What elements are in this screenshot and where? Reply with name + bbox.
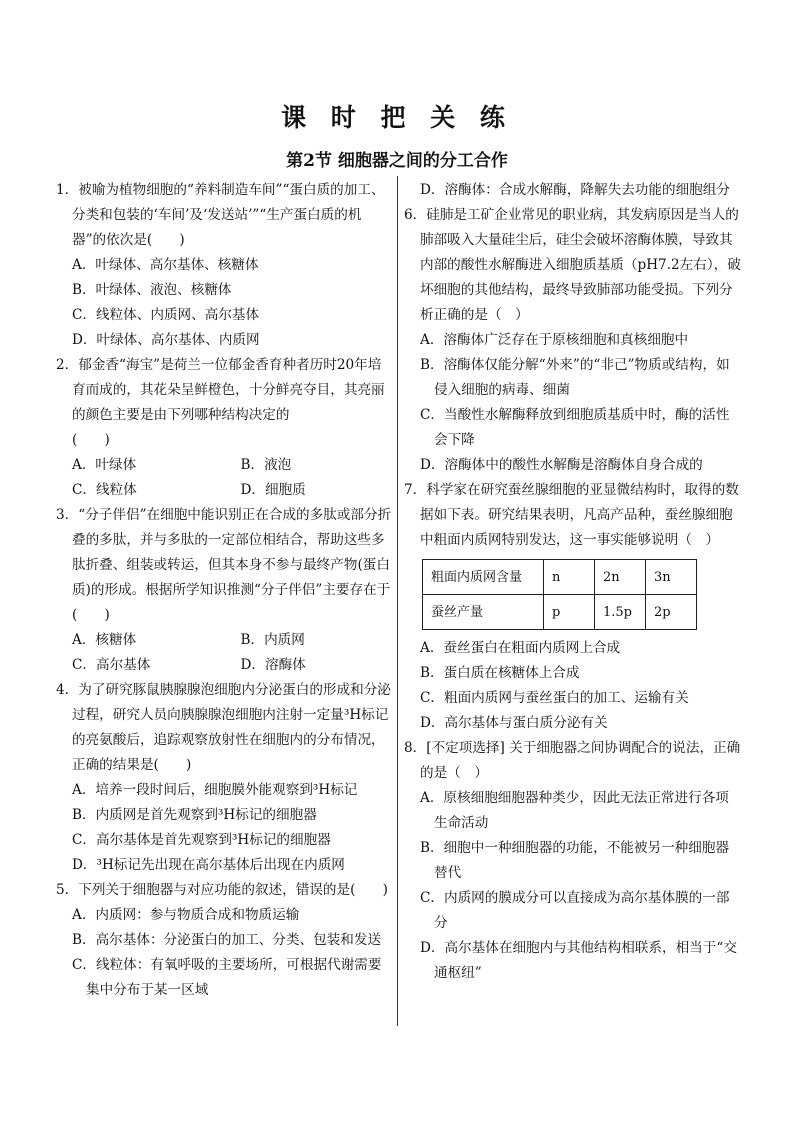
option-d: D．溶酶体中的酸性水解酶是溶酶体自身合成的 <box>420 457 703 473</box>
option-c: C．线粒体：有氧呼吸的主要场所，可根据代谢需要集中分布于某一区域 <box>72 957 382 998</box>
question-3 <box>56 503 393 678</box>
table-row <box>423 560 697 595</box>
question-6 <box>404 203 741 478</box>
data-table <box>422 559 697 630</box>
option-a: A．原核细胞细胞器种类少，因此无法正常进行各项生命活动 <box>420 790 729 831</box>
option-a: A．溶酶体广泛存在于原核细胞和真核细胞中 <box>420 332 689 348</box>
question-stem: 1．被喻为植物细胞的“养料制造车间”“蛋白质的加工、分类和包装的‘车间’及‘发送站’”“生产蛋白质的机器”的依次是( ) <box>56 182 385 248</box>
option-row <box>56 453 393 478</box>
question-stem: 3．“分子伴侣”在细胞中能识别正在合成的多肽或部分折叠的多肽，并与多肽的一定部位相结合，帮助这些多肽折叠、组装或转运，但其本身不参与最终产物(蛋白质)的形成。根据所学知识推测“分子伴侣”主要存在于( ) <box>56 507 392 623</box>
question-7 <box>404 478 741 736</box>
option-a: A．叶绿体 <box>72 457 137 473</box>
option-d: D．高尔基体在细胞内与其他结构相联系，相当于“交通枢纽” <box>420 940 737 981</box>
answer-blank: ( ) <box>72 432 110 448</box>
option-d: D．溶酶体 <box>240 657 306 673</box>
question-stem: 2．郁金香“海宝”是荷兰一位郁金香育种者历时20年培育而成的，其花朵呈鲜橙色，十分鲜亮夺目，其亮丽的颜色主要是由下列哪种结构决定的 <box>56 357 385 423</box>
option-b: B．高尔基体：分泌蛋白的加工、分类、包装和发送 <box>72 932 382 948</box>
question-stem: 5．下列关于细胞器与对应功能的叙述，错误的是( ) <box>56 882 388 898</box>
option-d: D．叶绿体、高尔基体、内质网 <box>72 332 260 348</box>
option-c: C．高尔基体 <box>72 657 151 673</box>
option-a: A．内质网：参与物质合成和物质运输 <box>72 907 300 923</box>
option-b: B．叶绿体、液泡、核糖体 <box>72 282 232 298</box>
option-b: B．蛋白质在核糖体上合成 <box>420 665 580 681</box>
table-cell: 2n <box>595 560 646 595</box>
left-column <box>56 178 393 1003</box>
option-c: C．粗面内质网与蚕丝蛋白的加工、运输有关 <box>420 690 689 706</box>
section-subtitle: 第2节 细胞器之间的分工合作 <box>286 151 508 171</box>
option-c: C．当酸性水解酶释放到细胞质基质中时，酶的活性会下降 <box>420 407 730 448</box>
question-8 <box>404 736 741 986</box>
option-d: D．高尔基体与蛋白质分泌有关 <box>420 715 608 731</box>
option-b: B．液泡 <box>240 457 292 473</box>
right-column <box>404 178 741 986</box>
table-cell: 粗面内质网含量 <box>423 560 544 595</box>
option-a: A．核糖体 <box>72 632 137 648</box>
question-stem: 7．科学家在研究蚕丝腺细胞的亚显微结构时，取得的数据如下表。研究结果表明，凡高产品种，蚕丝腺细胞中粗面内质网特别发达，这一事实能够说明（ ） <box>404 482 739 548</box>
option-b: B．溶酶体仅能分解“外来”的“非己”物质或结构，如侵入细胞的病毒、细菌 <box>420 357 730 398</box>
option-b: B．内质网是首先观察到³H标记的细胞器 <box>72 807 317 823</box>
question-stem: 4．为了研究豚鼠胰腺腺泡细胞内分泌蛋白的形成和分泌过程，研究人员向胰腺腺泡细胞内注射一定量³H标记的亮氨酸后，追踪观察放射性在细胞内的分布情况，正确的结果是( ) <box>56 682 391 773</box>
table-cell: 3n <box>646 560 697 595</box>
table-cell: n <box>544 560 595 595</box>
option-a: A．叶绿体、高尔基体、核糖体 <box>72 257 259 273</box>
table-row <box>423 595 697 630</box>
option-c: C．高尔基体是首先观察到³H标记的细胞器 <box>72 832 331 848</box>
table-cell: 1.5p <box>595 595 646 630</box>
question-1 <box>56 178 393 353</box>
question-stem: 6．硅肺是工矿企业常见的职业病，其发病原因是当人的肺部吸入大量硅尘后，硅尘会破坏溶酶体膜，导致其内部的酸性水解酶进入细胞质基质（pH7.2左右），破坏细胞的其他结构，最终导致肺部功能受损。下列分析正确的是（ ） <box>404 207 741 323</box>
option-row <box>56 628 393 653</box>
option-b: B．内质网 <box>240 632 305 648</box>
option-row <box>56 478 393 503</box>
option-d: D．溶酶体：合成水解酶，降解失去功能的细胞组分 <box>420 182 730 198</box>
option-c: C．线粒体 <box>72 482 137 498</box>
question-stem: 8．[不定项选择] 关于细胞器之间协调配合的说法，正确的是（ ） <box>404 740 741 781</box>
table-cell: 蚕丝产量 <box>423 595 544 630</box>
question-5 <box>56 878 393 1003</box>
option-a: A．蚕丝蛋白在粗面内质网上合成 <box>420 640 621 656</box>
option-d: D．³H标记先出现在高尔基体后出现在内质网 <box>72 857 345 873</box>
page-title: 课 时 把 关 练 <box>281 103 513 132</box>
option-row <box>56 653 393 678</box>
question-5-continued <box>404 178 741 203</box>
option-d: D．细胞质 <box>240 482 306 498</box>
option-c: C．内质网的膜成分可以直接成为高尔基体膜的一部分 <box>420 890 730 931</box>
column-divider <box>397 176 398 1026</box>
option-b: B．细胞中一种细胞器的功能，不能被另一种细胞器替代 <box>420 840 730 881</box>
question-2 <box>56 353 393 503</box>
table-cell: 2p <box>646 595 697 630</box>
table-cell: p <box>544 595 595 630</box>
question-4 <box>56 678 393 878</box>
option-c: C．线粒体、内质网、高尔基体 <box>72 307 260 323</box>
option-a: A．培养一段时间后，细胞膜外能观察到³H标记 <box>72 782 358 798</box>
